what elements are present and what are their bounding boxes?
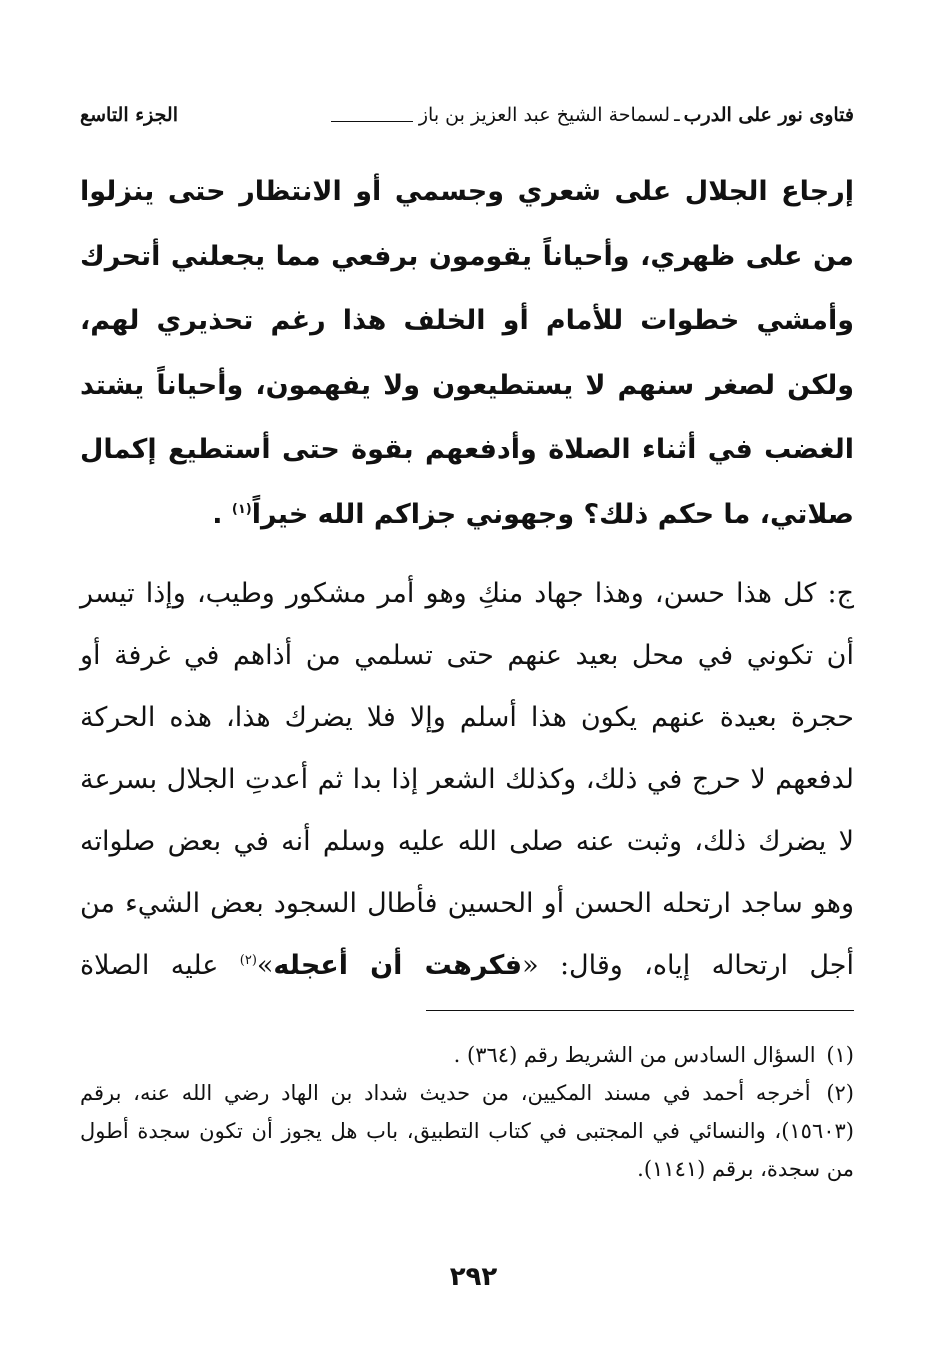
quote-close: » — [256, 950, 274, 981]
header-separator: ـ — [674, 104, 680, 126]
header-title-group — [325, 104, 854, 126]
footnote-1-text: السؤال السادس من الشريط رقم (٣٦٤) . — [453, 1043, 816, 1067]
header-rule — [331, 121, 413, 122]
footnote-1 — [80, 1036, 854, 1074]
question-body: إرجاع الجلال على شعري وجسمي أو الانتظار حتى ينزلوا من على ظهري، وأحياناً يقومون برفعي مما يجعلني أتحرك وأمشي خطوات للأمام أو الخلف هذا رغم تحذيري لهم، ولكن لصغر سنهم لا يستطيعون ولا يفهمون، وأحياناً يشتد الغضب في أثناء الصلاة وأدفعهم بقوة حتى أستطيع إكمال صلاتي، ما حكم ذلك؟ وجهوني جزاكم الله خيراً — [80, 176, 854, 530]
footnote-1-number: (١) — [826, 1043, 854, 1067]
page-number: ٢٩٢ — [449, 1262, 498, 1292]
header-author: لسماحة الشيخ عبد العزيز بن باز — [418, 104, 671, 126]
header-volume: الجزء التاسع — [80, 104, 178, 126]
answer-footnote-ref[interactable]: (٢) — [239, 953, 257, 968]
footnote-2-number: (٢) — [826, 1081, 854, 1105]
answer-tail: عليه الصلاة — [80, 950, 219, 981]
answer-body: ج: كل هذا حسن، وهذا جهاد منكِ وهو أمر مشكور وطيب، وإذا تيسر أن تكوني في محل بعيد عنهم حتى تسلمي من أذاهم في غرفة أو حجرة بعيدة عنهم يكون هذا أسلم وإلا فلا يضرك هذا، هذه الحركة لدفعهم لا حرج في ذلك، وكذلك الشعر إذا بدا ثم أعدتِ الجلال بسرعة لا يضرك ذلك، وثبت عنه صلى الله عليه وسلم أنه في بعض صلواته وهو ساجد ارتحله الحسن أو الحسين فأطال السجود بعض الشيء من أجل ارتحاله إياه، وقال: — [80, 578, 854, 981]
hadith-quote: فكرهت أن أعجله — [273, 950, 523, 981]
answer-text — [80, 563, 854, 997]
footnotes — [80, 1036, 854, 1188]
running-header — [80, 100, 854, 130]
question-footnote-ref[interactable]: (١) — [231, 501, 252, 517]
question-text — [80, 160, 854, 547]
quote-open: « — [522, 950, 539, 981]
footnote-separator — [426, 1010, 854, 1011]
header-book-title: فتاوى نور على الدرب — [683, 104, 854, 126]
footnote-2 — [80, 1074, 854, 1188]
footnote-2-text: أخرجه أحمد في مسند المكيين، من حديث شداد بن الهاد رضي الله عنه، برقم (١٥٦٠٣)، والنسائي في المجتبى في كتاب التطبيق، باب هل يجوز أن تكون سجدة أطول من سجدة، برقم (١١٤١). — [80, 1081, 854, 1181]
question-end: . — [212, 498, 223, 530]
